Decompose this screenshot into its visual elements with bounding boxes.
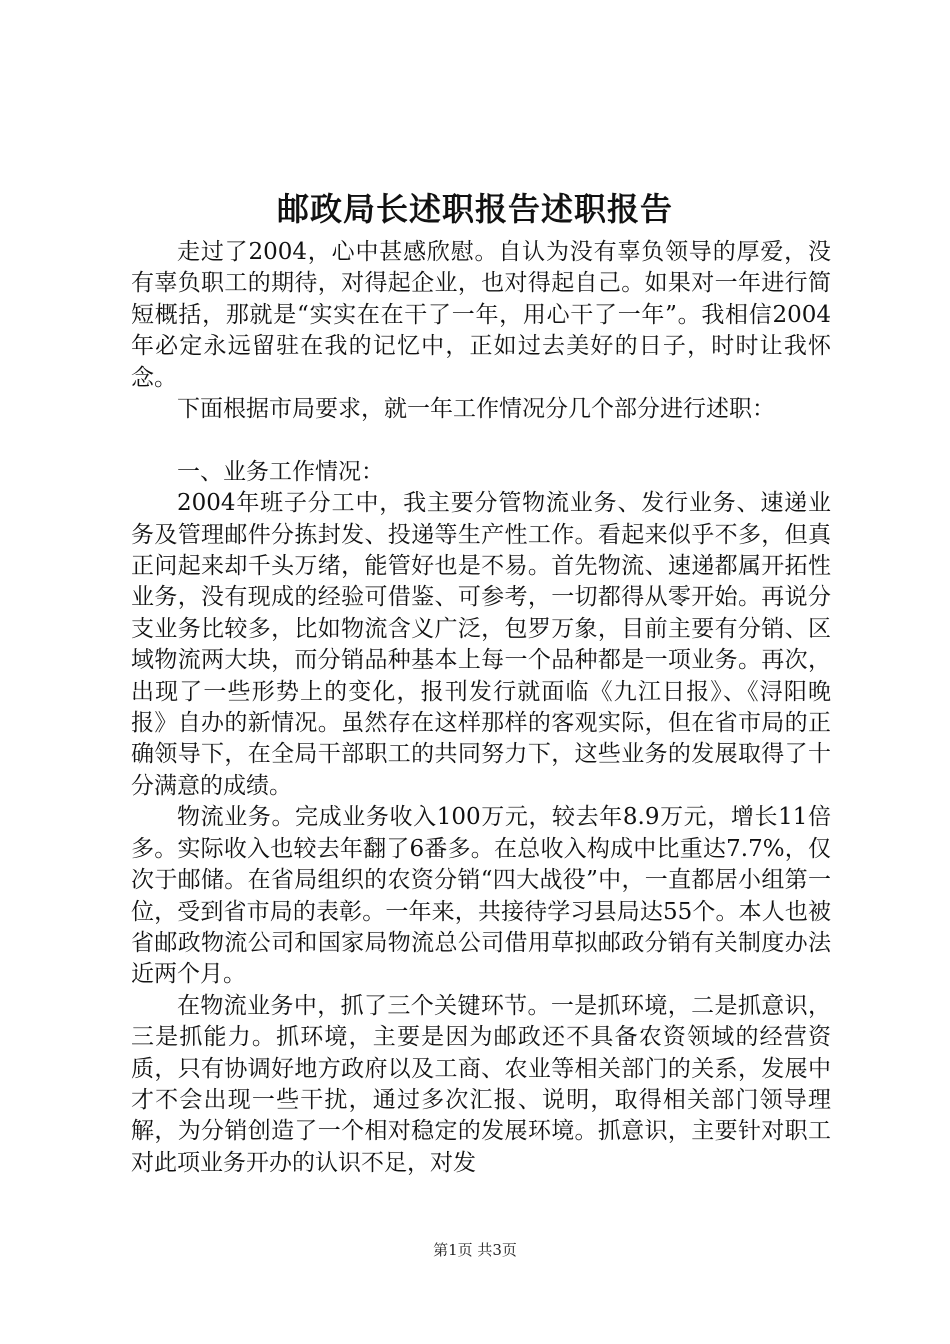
paragraph-key-links: 在物流业务中，抓了三个关键环节。一是抓环境，二是抓意识，三是抓能力。抓环境，主要是因为邮政还不具备农资领域的经营资质，只有协调好地方政府以及工商、农业等相关部门的关系，发展中才不会出现一些干扰，通过多次汇报、说明，取得相关部门领导理解，为分销创造了一个相对稳定的发展环境。抓意识，主要针对职工对此项业务开办的认识不足，对发 [131, 992, 831, 1176]
paragraph-logistics: 物流业务。完成业务收入100万元，较去年8.9万元，增长11倍多。实际收入也较去年翻了6番多。在总收入构成中比重达7.7%，仅次于邮储。在省局组织的农资分销“四大战役”中，一直都居小组第一位，受到省市局的表彰。一年来，共接待学习县局达55个。本人也被省邮政物流公司和国家局物流总公司借用草拟邮政分销有关制度办法近两个月。 [131, 804, 831, 988]
blank-line [131, 425, 831, 456]
paragraph-work-division: 2004年班子分工中，我主要分管物流业务、发行业务、速递业务及管理邮件分拣封发、投递等生产性工作。看起来似乎不多，但真正问起来却千头万绪，能管好也是不易。首先物流、速递都属开拓性业务，没有现成的经验可借鉴、可参考，一切都得从零开始。再说分支业务比较多，比如物流含义广泛，包罗万象，目前主要有分销、区域物流两大块，而分销品种基本上每一个品种都是一项业务。再次，出现了一些形势上的变化，报刊发行就面临《九江日报》、《浔阳晚报》自办的新情况。虽然存在这样那样的客观实际，但在省市局的正确领导下，在全局干部职工的共同努力下，这些业务的发展取得了十分满意的成绩。 [131, 490, 831, 799]
page-footer: 第1页 共3页 [433, 1241, 517, 1259]
paragraph-outline: 下面根据市局要求，就一年工作情况分几个部分进行述职： [177, 396, 775, 423]
document-body [131, 237, 831, 1179]
section-heading: 一、业务工作情况： [177, 458, 384, 485]
paragraph-intro: 走过了2004，心中甚感欣慰。自认为没有辜负领导的厚爱，没有辜负职工的期待，对得起企业，也对得起自己。如果对一年进行简短概括，那就是“实实在在干了一年，用心干了一年”。我相信2004年必定永远留驻在我的记忆中，正如过去美好的日子，时时让我怀念。 [131, 239, 831, 391]
document-title: 邮政局长述职报告述职报告 [276, 190, 673, 228]
